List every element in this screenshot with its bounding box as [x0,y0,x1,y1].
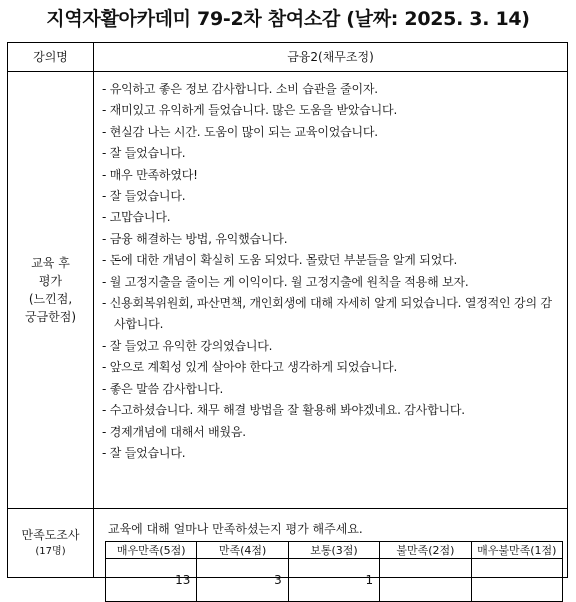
satisfaction-question: 교육에 대해 얼마나 만족하셨는지 평가 해주세요. [108,522,363,536]
lecture-label: 강의명 [8,43,94,71]
comments-label-line: 궁금한점) [24,309,77,324]
rating-header: 매우불만족(1점) [471,542,562,559]
comment-item: - 매우 만족하였다! [102,167,198,182]
rating-value [380,559,471,602]
lecture-row [8,43,567,72]
satisfaction-label-cell [8,508,94,577]
comment-item: - 앞으로 계획성 있게 살아야 한다고 생각하게 되었습니다. [102,360,398,375]
rating-value: 13 [106,559,197,602]
comments-label-line: 평가 [38,273,63,288]
comments-list [102,79,561,464]
comment-item: - 잘 들었습니다. [102,445,186,460]
comment-item: - 잘 들었습니다. [102,146,186,161]
comment-item: - 잘 들었고 유익한 강의였습니다. [102,338,273,353]
rating-value: 3 [197,559,288,602]
comment-item: - 고맙습니다. [102,210,171,225]
rating-header: 보통(3점) [288,542,379,559]
rating-header: 만족(4점) [197,542,288,559]
comment-item: - 경제개념에 대해서 배웠음. [102,424,246,439]
page-title: 지역자활아카데미 79-2차 참여소감 (날짜: 2025. 3. 14) [46,8,530,30]
rating-header: 매우만족(5점) [106,542,197,559]
satisfaction-row [8,508,567,587]
comment-item: - 돈에 대한 개념이 확실히 도움 되었다. 몰랐던 부분들을 알게 되었다. [102,253,458,268]
comment-item: - 월 고정지출을 줄이는 게 이익이다. 월 고정지출에 원칙을 적용해 보자. [102,274,469,289]
comment-item: - 금융 해결하는 방법, 유익했습니다. [102,231,288,246]
comment-item: - 현실감 나는 시간. 도움이 많이 되는 교육이었습니다. [102,124,378,139]
feedback-form [7,42,568,587]
comments-label-line: (느낀점, [28,291,73,306]
comments-row [8,71,567,509]
rating-value [471,559,562,602]
comment-item: - 잘 들었습니다. [102,189,186,204]
rating-value-row [106,559,563,602]
comment-item: - 유익하고 좋은 정보 감사합니다. 소비 습관을 줄이자. [102,82,378,96]
rating-header-row [106,542,563,559]
comment-item: - 신용회복위원회, 파산면책, 개인회생에 대해 자세히 알게 되었습니다. 열정적인 강의 감사합니다. [102,296,552,332]
comment-item: - 재미있고 유익하게 들었습니다. 많은 도움을 받았습니다. [102,103,398,118]
comments-label [8,71,94,508]
rating-table [105,541,563,602]
comment-item: - 좋은 말씀 감사합니다. [102,381,224,396]
rating-value: 1 [288,559,379,602]
lecture-name: 금융2(채무조정) [287,50,374,64]
rating-header: 불만족(2점) [380,542,471,559]
satisfaction-label: 만족도조사 [21,527,80,542]
comment-item: - 수고하셨습니다. 채무 해결 방법을 잘 활용해 봐야겠네요. 감사합니다. [102,403,465,418]
respondent-count: (17명) [35,545,66,557]
comments-label-line: 교육 후 [31,255,70,270]
